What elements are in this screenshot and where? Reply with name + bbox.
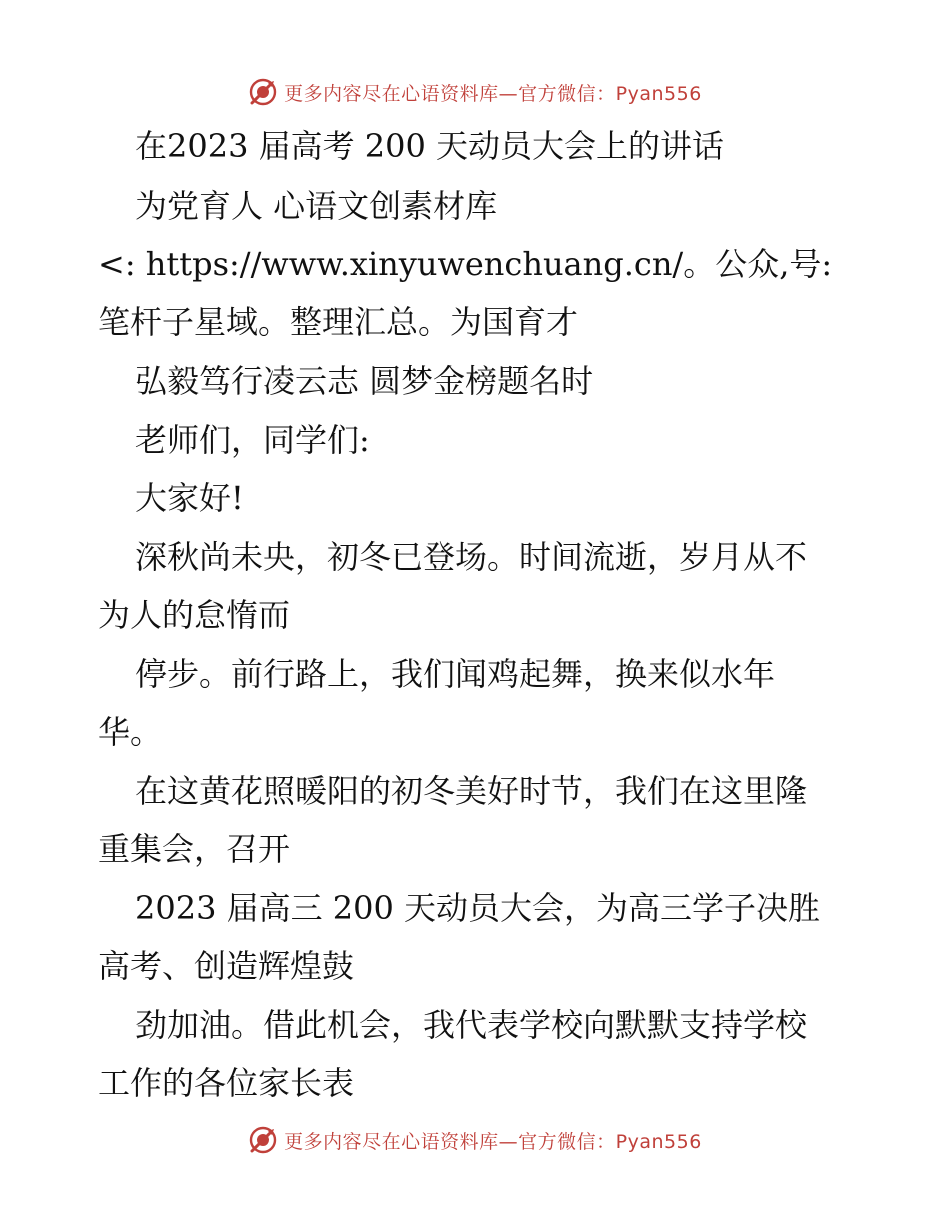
paragraph-line: 高考、创造辉煌鼓 (98, 947, 355, 985)
paragraph-line: 华。 (98, 713, 163, 751)
paragraph-line: 在这黄花照暖阳的初冬美好时节，我们在这里隆 (135, 772, 808, 810)
watermark-text: 更多内容尽在心语资料库—官方微信：Pyan556 (284, 1130, 702, 1153)
document-title: 在2023 届高考 200 天动员大会上的讲话 (135, 127, 725, 165)
paragraph-line: 工作的各位家长表 (98, 1064, 355, 1102)
footer-watermark-banner (0, 1120, 950, 1160)
source-url-line: <: https://www.xinyuwenchuang.cn/。公众,号: (98, 245, 833, 283)
paragraph-line: 停步。前行路上，我们闻鸡起舞，换来似水年 (135, 655, 776, 693)
subtitle-line: 为党育人 心语文创素材库 (135, 187, 498, 225)
paragraph-line: 为人的怠惰而 (98, 596, 291, 634)
greeting-line: 大家好! (135, 479, 244, 517)
paragraph-line: 劲加油。借此机会，我代表学校向默默支持学校 (135, 1006, 808, 1044)
source-attribution-line: 笔杆子星域。整理汇总。为国育才 (98, 303, 579, 341)
speech-heading: 弘毅笃行凌云志 圆梦金榜题名时 (135, 362, 594, 400)
paragraph-line: 2023 届高三 200 天动员大会，为高三学子决胜 (135, 889, 821, 927)
header-watermark-banner (0, 72, 950, 112)
watermark-text: 更多内容尽在心语资料库—官方微信：Pyan556 (284, 82, 702, 105)
paragraph-line: 深秋尚未央，初冬已登场。时间流逝，岁月从不 (135, 538, 808, 576)
paragraph-line: 重集会，召开 (98, 830, 291, 868)
salutation-line: 老师们，同学们: (135, 421, 370, 459)
pen-logo-icon (248, 77, 278, 107)
pen-logo-icon (248, 1125, 278, 1155)
